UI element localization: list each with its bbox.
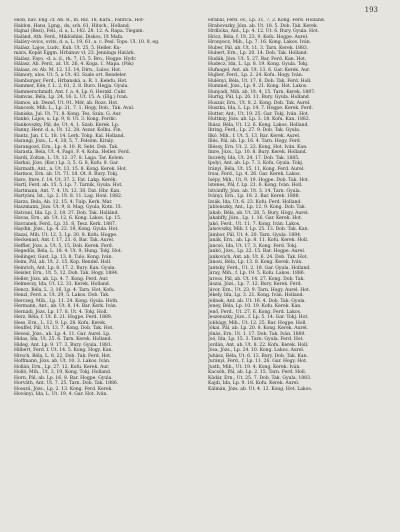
directory-entry: Hanny, Henr. d. a, Ut. 12. 28. Aszar. Kolhu. Fin. [14,128,123,133]
directory-entry: Harangozó, Ern., Lp. 4. 10. R. Sebt. Dob. Tak. [14,144,119,150]
directory-entry: Hámory, ulos. Ut. 5, a Ut. 43. Szalo ort. Rendeler. [14,73,127,78]
directory-entry: Jurányi, Ferd., f. Lp. 11. 26. Gar. Hogy. Hot. [208,359,308,364]
directory-entry: Janák, Ern., ab. Lp. 8. 11. Kofu. Kerek. Holl. [208,238,309,243]
directory-entry: Iványi, Ern., Lp. 18. 2. Bar. Kerek. 1888. [208,194,300,199]
directory-entry: Jelinek, Ant. ab. Ut. 16. 4. Dob. Tak. Gyula. [208,298,306,304]
directory-entry: Haldon, Hans, Lpng., da, sch. 61, Hitsch., Holland. [14,23,131,29]
page-number: 193 [364,6,378,14]
directory-entry: Herczeg, Mih., Lp. 11. 24. Kong. Gyula. Hoth. [14,298,119,304]
directory-entry: Heckenast, Ant. f. 17, 21. 6, Bar. Tak. Aurel. [14,238,115,243]
directory-entry: Hoványi, Ida, L. Ut. 19, 4. Gar. Hot. Iván. [14,392,108,397]
directory-entry: Hosszú, Józs., Lp. 2. 13. Kong. Ferd. Kerek. [14,386,113,392]
column-left [14,18,198,530]
directory-entry: Hiob, nav. Eng. cf. Ab. R., m. Riz. 18, Kara., Fabrica. Hot- [14,18,145,23]
directory-entry: Kádár, Ern., Ut. 25. 7. Dob. Tak. Gyula. 1883. [208,375,312,381]
directory-entry: Hankovszky, Pál, de, Ut. 4, 1. Szab. Kerek. Lp. [14,122,120,128]
directory-entry: Harza, Bela, Ab. 12. 15. 4. Tulp. Kerk. Mar. [14,199,113,205]
columns [14,18,392,530]
directory-entry: Harasta, Bela, Ut. 4, Fagó, F. 4, Koha, Heller. Ferd. [14,150,131,155]
directory-entry: Halász, Fayo. -d. a. (l., rk. 7, 15. 5. Bro., Hogpe. Hydr. [14,56,137,62]
directory-entry: Hermann, Ant., ab. Ut. 8, 14. Bar. Kerk. Iván. [14,304,118,309]
directory-entry: Ihring, Ferd., Lp. 27. 9. Dob. Tak. Gyula. [208,128,301,133]
directory-entry: Hammer, Ede, f. L. 2, 61, 2. 8. Buro. Hegja. Gyula. [14,84,129,89]
directory-entry: Hartl, Ferd. ab. 15. 5. Lp. 7. Tarnik, Gyula. Hot. [14,183,123,188]
directory-entry: Hancsok, Mih. L., Lp. 21, 7. 1, Hogy, Dob., Tak. Aval. [14,106,135,111]
directory-entry: Hubert, Ern., Lp. 20. 14. Dob. Tak. Holland. [208,51,308,56]
directory-entry: Jalsovszky, Mih. f. Lp. 25. 13. Dob. Tak. Kan. [208,227,309,232]
directory-entry: Haro, Imre, f. 14. Ut. 37. 2. Fat. Lakp. Kerék. [14,177,117,183]
directory-entry: Izsák, Ida, Ut. 6. 23. Kofu. Ferd. Holland. [208,199,302,205]
directory-entry: Jávor, Ern., Ut. 23. 9. Tarn. Hogy. Aurel. Hot. [208,287,311,293]
directory-entry: Járay, Mih., f. Lp. 19. 5. Kofu. Lakos. 1886. [208,271,306,276]
directory-entry: Jobbágy, Mih., Ut. 12. 25. Bar. Hogpe. Holl. [208,320,307,326]
directory-entry: Hummel, Józs., Lp. 9. 21. Kong. Hot. Lakos. [208,84,308,89]
directory-entry: Horváth, Ant. Ut. 7. 25. Tarn. Dob. Tak. 1886. [14,381,119,386]
directory-entry: Hujber, Ferd., Lp. 2. 24. Kofu. Hogy. Iván. [208,73,304,78]
directory-entry: Herz, Béla, f. Ut. 6. 21. Hogpe. Ferd. 1889. [14,315,113,320]
directory-entry: Justh, Mih., Ut. 19. 4. Kong. Kerek. Iván. [208,364,301,370]
directory-entry: Hrdlicka, Ant., Lp. 4. 12. Ut. 6. Bury. Gyula. Hot. [208,29,319,34]
directory-entry: Hess, Ern., L. 12, 9. Lp. 28. Kofu. Kerek. [14,320,107,326]
directory-entry: Heuffel, Pál, Ut. 13. 7. Kong. Dob. Tak. Hot. [14,326,114,331]
directory-entry: Hammerschmidt, Ant. f. a. 4, Lp. 6. Herakl. Cukr. [14,89,127,95]
directory-entry: Joó, Ida, Lp. 15. 3. Tarn. Gyula. Ferd. Hot. [208,337,304,342]
directory-entry: Imre, Józs., Lp. 10. 8. Bury. Kerek. Holland. [208,150,307,155]
directory-entry: Hrabovszky, Józs. ab. Ut. 18. 5. Dob. Tak. Kerek. [208,23,319,29]
directory-entry: Kacsóh, Pál, ab. Lp. 2. 15. Tarn. Ferd. Holl. [208,370,307,375]
directory-entry: Ilkó, Mih., f. Ut. 5, 13, Bar. Kerek. Aurel. [208,133,301,139]
directory-entry: Hamburger, Ferd., Hrbanská, a. R. 1. Kelefu. Hot. [14,78,128,84]
directory-entry: Hamvas, Béla, Lp. 24, 16. L. Ut. 15. A. (Elg.) Ivan. [14,95,129,100]
directory-entry: Hajnal (Bezi), Feli., d. a, L. 142. 28. 12. A. Rapa. Tiegam. [14,29,144,34]
directory-entry: Inczédy, Ida, Ut. 24. 17. Dob. Tak. 1885. [208,155,300,161]
directory-entry: Hollán, Ern., Lp. 27. 12. Kofu. Kerek. Aur. [14,364,110,370]
directory-entry: Holló, Mih., Ut. 3, 19, Kong. Tokj. Holland. [14,370,112,375]
directory-entry: Hartmann, Ant. 7. 4. Ut. 12. 38. Dat. Hbr. Kan. [14,188,121,194]
directory-entry: Jászai, Józs., Lp. 7. 12. Bury. Kerek. Ferd. [208,282,302,287]
directory-entry: Hurtig, Pál, Lp. 26. 11. Bury. Gyula. Holland. [208,95,311,100]
directory-entry: Hirsch, Béla, L. 8, 22, Dob. Tak. Ferd. Hot. [14,353,112,359]
directory-entry: Huszka, Ida, L. Lp. 14. 7. Hogpe. Kerek. Ferd. [208,106,313,111]
directory-entry: Jámbor, Pál, Ut. 4. 20. Tarn. Gyula. 1884. [208,232,302,238]
directory-entry: Kajdi, Ida, Lp. 9. 18. Kofu. Kerek. Aurel. [208,381,300,386]
directory-entry: Jakabffy, Józs., Lp. 1. 16. Gar. Kerek. Hot. [208,216,303,221]
directory-entry: Hrabal, Ferd. ov., Lp. 31, 7, 2. Kong. Ferd. Holland. [208,18,326,23]
directory-entry: Jankó, Józs., Lp. 22. 15. Bar. Hogpe. Aurel. [208,249,306,254]
directory-entry: Jánosi, Béla, Lp. 13. 8. Kong. Kerek. Iván. [208,260,303,265]
directory-entry: Jósa, Józs., Lp. 24. 10. Kong. Lakos. Aurel. [208,348,305,353]
directory-entry: Ipolyi, Ant. ab. Lp. 7. 3. Kofu. Gyula. Tokj. [208,161,304,166]
directory-entry: Jancsó, Ida, Ut. 17, 3, Kong. Ferd. Tokj. [208,243,298,249]
directory-entry: Henzl, Ferd. a. Ut. 29, 5. Lakos. Dob. Tak. [14,293,110,298]
directory-entry: mára, Kopát Éggm. Hrbánuv vl, 23. Jennings Határk. [14,51,136,56]
directory-entry: Heller, Józs. ab. Lp. 4. 7. Kong. Ferd. Aur. [14,276,109,282]
directory-entry: Halasz, ov. Ab. M. 12. 13. 14, Dirn., Lulos. Hot. [14,67,122,73]
directory-entry: Havranek, Ferd., Lp. 31. 8, Tesz. Kerk. 1887. [14,221,117,227]
directory-entry: Harmos, Ern. ab. Ut. 71. 18. Ot. 8. Bury. Tokj. [14,172,119,177]
directory-entry: Hudák, Józs. Ut. 5, 27, Bar. Ferd. Kan. Hot. [208,56,307,62]
directory-entry: Huber, Pál, ab. Ut. 11. 3. Tarn. Kerek. 1883. [208,45,309,51]
directory-entry: Hamos, ab. Dezső, Ut. 91. Mér, ab. Rozs. Hot. [14,100,119,106]
directory-entry: Heisler, Ern., Ut. 5, 12, Dob. Tak. Hogy. 1884. [14,271,119,276]
directory-entry: Jeszenszky, Józs., f. Lp. 5. 14. Gar. Tokj. Hot. [208,315,309,320]
directory-entry: Hevesi, Józs., ab. Lp. 4. 11. Gar. Aurel. Lp. [14,331,111,337]
directory-entry: Hálasz, Ab. Ferd., at. Ut. 26, 4. Koga. 1. Mapa. (Pok) [14,62,134,67]
directory-entry: Hufnagel, Ant. ab. Ut. 13. 6. Gar. Kerek. Aur. [208,67,311,73]
directory-entry: Jantsky, Ferd., Ut. 2. 18. Gar. Gyula. Holland. [208,265,311,271]
directory-entry: Jankovich, Ant. ab. Ut. 6. 24. Dob. Tak. Hot. [208,254,308,260]
directory-entry: Jordán, Ant. ab. Ut. 8. 22. Kofu. Kerek. Holl. [208,342,309,348]
directory-entry: Jenő, Ferd., Ut. 27, 6, Kong. Ferd. Lakos. [208,309,302,315]
directory-entry: Harangi, Józs., L. 4, 18, 5, 7. Felsóm. Kiraly. [14,139,114,144]
directory-entry: Horn, Pál, ab. Lp. 16. 8. Bar. Hogpe. Gyula. [14,375,113,381]
directory-entry: Hricz, Béla, f. Ut. 23. 9. Kofu. Hogpe. Aurel. [208,34,309,40]
directory-entry: Hilbert, Ferd. f. Ut. 14. 5. Kong. Hogy. Kan. [14,348,113,353]
directory-entry: Hernádi, Józs. Lp. 17. 8. Ut. 4. Tokj. Holl. [14,309,108,315]
directory-entry: Jékely, Ida, Lp. 3. 21. Kong. Iván. Holland. [208,293,304,298]
directory-entry: Isépy, Mih., Ut. 9. 19. Hogpe. Dob. Tak. Hot. [208,177,310,183]
directory-entry: Hardi, Zoltan, L. Ut. 12. 37. 8. Laga. Tar. Kolom. [14,155,125,161]
directory-entry: Hidas, Ida, Ut. 25. 6. Tarn. Kerek. Holland. [14,337,112,342]
directory-entry: Harmath, Ant., a. Ut. 13, 15. 8. Kong. Kerek. Hot. [14,166,128,172]
directory-entry: Hutter, Ant., Ut. 19. 25. Gar. Tokj. Iván. Hot. [208,111,310,117]
directory-entry: Jaross, Pál, ab. Ut. 14. 27. Kong. Dob. Tak. [208,276,305,282]
directory-entry: Hatvani, Ida. Lp. 2. 18. 37. Dob. Tak. Hollánd. [14,210,119,216]
directory-entry: Halász, Lajos, Ludv., Kuh. Ut. 25, 5. Heller. Ku- [14,45,122,51]
directory-entry: Illéssy, Ern. Ut. 2. 22. Kong. Hot. Iván. Kan. [208,144,308,150]
directory-entry: Jeney, Béla, Lp. 10. 19. Kofu. Kerek. Kan. [208,304,302,309]
directory-entry: Halávy-ovics, ovits, d. a, L. 19, 61, a. c. Pesl. Topo. Ul. 10. 8, eg. [14,40,160,45]
directory-entry: Jablonszky, Ant., Lp. 12. 9. Kong. Dob. Tak. [208,205,306,210]
directory-entry: Irányi, Béla, Ut. 15, 11, Kong. Ferd. Aurel. [208,166,305,172]
directory-entry: Haydin, Józs., Lp. 4. 22. 18, Kong. Gyula. Hot. [14,227,119,232]
directory-entry: Istvánffy, Józs. ab. Ut. 3. 14. Tarn. Gyula. [208,188,301,194]
directory-entry: Hencz, Béla, L. 3, 16, Lp. 4. Tarn. Hot. Kofu. [14,287,116,293]
directory-entry: Huttkay, Józs. ab. Lp. 3. 18. Kofu. Kan. 1882. [208,117,311,122]
directory-entry: Halánd, Ath. Ferd., Miklóshlei, Diskos, Ut Mafa. [14,34,124,40]
directory-entry: Hegedűs, Béla, L. 18. 4. Ut. 9, Hung. Tokj. Hot. [14,249,122,254]
column-right [208,18,392,530]
directory-entry: Hudecz, Ida, L. Lp. 8. 19. Kong. Gyula. Tokj. [208,62,309,67]
directory-entry: Hronyecz, Mih., Lp. 7. 16. Kong. Lakos. Iván. [208,40,312,45]
directory-entry: Ihász, Béla, Ut. 12. 6. Kong. Lakos. Holland. [208,122,309,128]
directory-entry: Istenes, Pál, f. Lp. 21. 6. Kong. Iván. Holl. [208,183,303,188]
directory-entry: Havas, Ern., ab. Ut. 12, 6. Kong. Lakos. Lp. 15. [14,216,122,221]
directory-entry: Huszár, Ern., Ut. 8. 2. Kong. Dob. Tak. Aurel. [208,100,311,106]
directory-entry: Harkai, Józs. (Kor.) Lp. 3, 5. G. 8, Kofu. 8. Gar. [14,161,119,166]
directory-entry: Juhász, Béla, Ut. 6. 13. Bury. Dob. Tak. Kan. [208,353,308,359]
directory-entry: Heinrich, Ant. Lp. 8. 17. 2, Bury. Kan. Gyula. [14,265,116,271]
directory-entry: Hankó, Lajos, u. Lp. 9, 8. Ut. 3. Kong. Ferdic. [14,117,118,122]
directory-entry: Heim, Pál, ab. Ut. 2. 15. Kop. Rendel. Holl. [14,260,112,265]
directory-entry: Hunyadi, Mih. ab. Ut. 4, 15. Tarn. Kerek. 1887. [208,89,316,95]
directory-entry: Haniska, Jul. Ut. 71, 8. Kong. Tes. Szán. G. Aur. [14,111,122,117]
directory-entry: Heffler, Józs. a. Ut. 5, 15, Dob. Kerek. Ferd. [14,243,114,249]
directory-entry: Jónás, Ern. Ut. 1. 17. Dob. Tak. Iván. 1889. [208,331,306,337]
directory-entry: Jakab, Béla, ab. Ut. 28, 5, Bury. Hogy. Aurel. [208,210,309,216]
directory-entry: Kálmán, Józs. ab. Ut. 4. 12. Kong. Hot. Lakos. [208,386,313,392]
directory-entry: Jakó, Ferd., Ut. 11. 7. Kong. Iván. Lakos. [208,221,301,227]
directory-entry: Hazai, Mih. Ut. 12, 3. Lp. 30. 8. Kofu. Hogpe. [14,232,118,238]
directory-entry: Hideg, Ant. Lp. 9. 17. 3, Bury. Gyula. 1881. [14,342,113,348]
directory-entry: Hantz, Jan. f. L. 18. 14. Lerk. Tokp. Kal. Holland. [14,133,125,139]
directory-entry: Jókai, Pál, ab. Lp. 20. 8. Kong. Kerek. Aurel. [208,326,309,331]
directory-entry: Helmeczy, Ida, Ut. 12. 31. Kerek. Holland. [14,282,111,287]
directory-entry: Hartyáni, Ist., Lp. 2. Ut. 8. 11. Lag. Honl. 1882. [14,194,123,199]
directory-entry: Haszmann, Józs. Ut. 9, 8. Mag. Gyula, Kotn. Ul. [14,205,122,210]
directory-entry: Hoffmann, Józs. ab. Ut. 10. 3. Lakos. Iván. [14,359,111,364]
directory-entry: Irsai, Ferd., Lp. 4. 26. Gar. Kerek. Lakos. [208,172,301,177]
directory-entry: Illés, Pál, ab. Lp. 16. 4. Tarn. Hogy. Ferd. [208,139,302,144]
directory-entry: Hulényi, Béla, Ut. 17, 8, Dob. Tak. Ferd. Holl. [208,78,312,84]
directory-entry: Heilinger, Gust. Lp. 13. 8. Tulo. Kong. Iván. [14,254,113,260]
